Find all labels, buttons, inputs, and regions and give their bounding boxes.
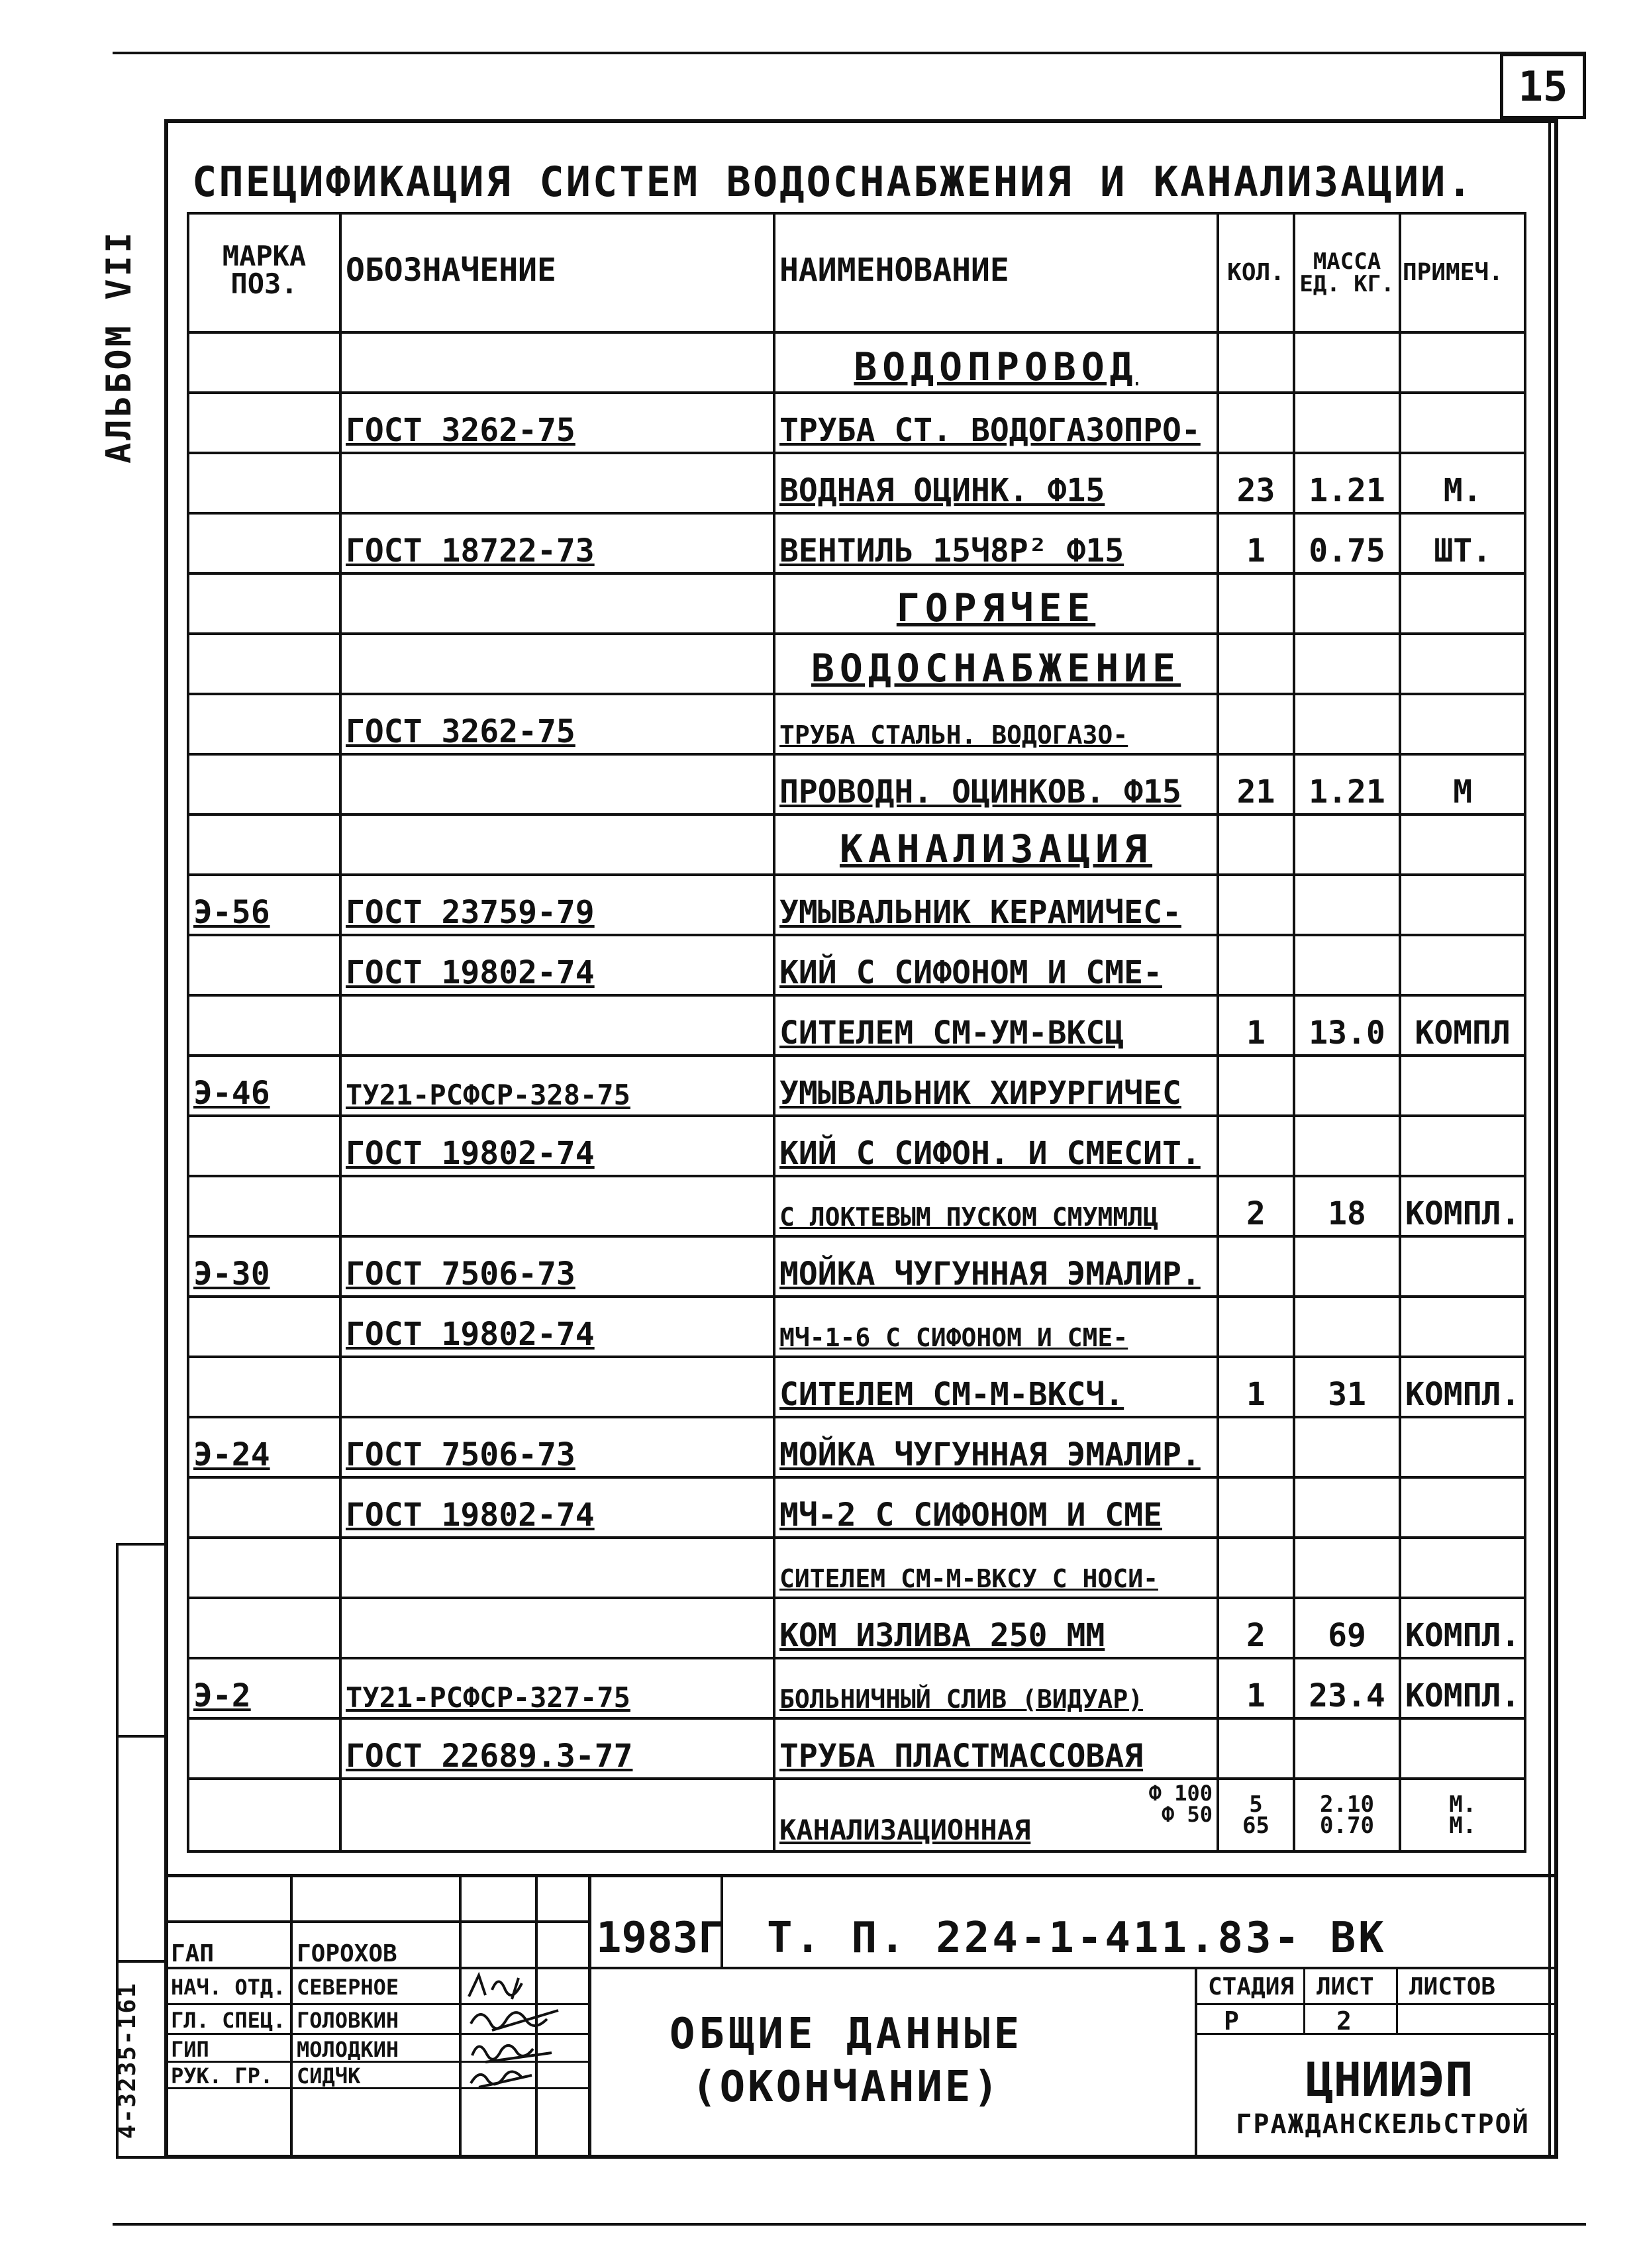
- spec-cell-designation: [340, 995, 774, 1056]
- tb-name-dept-head: СЕВЕРНОЕ: [297, 1975, 399, 2000]
- spec-cell-mass: [1294, 1718, 1400, 1779]
- spec-cell-designation: ГОСТ 22689.3-77: [340, 1718, 774, 1779]
- spec-cell-mark: [188, 1477, 340, 1538]
- spec-cell-note: [1400, 1477, 1525, 1538]
- spec-cell-qty: [1218, 1718, 1294, 1779]
- spec-cell-mass: [1294, 332, 1400, 393]
- spec-cell-name: МЧ-2 С СИФОНОМ И СМЕ: [774, 1477, 1218, 1538]
- signature-dept-head: [466, 1970, 545, 2002]
- spec-cell-note: [1400, 1718, 1525, 1779]
- tb-stage-line-1: [1195, 2003, 1558, 2005]
- spec-cell-mark: Э-56: [188, 875, 340, 935]
- spec-cell-designation: [340, 1538, 774, 1598]
- spec-cell-name: ВОДНАЯ ОЦИНК. Ф15: [774, 453, 1218, 513]
- spec-cell-designation: ГОСТ 23759-79: [340, 875, 774, 935]
- document-number-label: 4-3235-161: [114, 1982, 141, 2139]
- binding-strip-divider: [116, 1735, 164, 1738]
- tb-name-group-head: СИДЧК: [297, 2063, 361, 2089]
- spec-cell-designation: [340, 1598, 774, 1658]
- spec-cell-mark: [188, 1718, 340, 1779]
- spec-cell-name: УМЫВАЛЬНИК КЕРАМИЧЕС-: [774, 875, 1218, 935]
- spec-cell-mass: 69: [1294, 1598, 1400, 1658]
- spec-cell-mark: [188, 814, 340, 875]
- tb-project-code: Т. П. 224-1-411.83- ВК: [767, 1914, 1387, 1963]
- tb-role-gip: ГИП: [171, 2037, 209, 2062]
- spec-cell-note: [1400, 1779, 1525, 1851]
- spec-cell-designation: [340, 1176, 774, 1236]
- spec-cell-mark: [188, 1116, 340, 1176]
- spec-cell-note: [1400, 393, 1525, 453]
- spec-row: [188, 754, 1525, 814]
- spec-cell-mass: [1294, 1116, 1400, 1176]
- spec-cell-mass: [1294, 1779, 1400, 1851]
- spec-cell-qty: [1218, 1538, 1294, 1598]
- spec-cell-mark: [188, 393, 340, 453]
- spec-cell-note: [1400, 935, 1525, 995]
- spec-cell-note: М.: [1400, 453, 1525, 513]
- spec-cell-name: СИТЕЛЕМ СМ-УМ-ВКСЦ: [774, 995, 1218, 1056]
- spec-row: [188, 1056, 1525, 1116]
- spec-row: [188, 995, 1525, 1056]
- spec-cell-qty: [1218, 1297, 1294, 1357]
- spec-cell-note: [1400, 814, 1525, 875]
- spec-cell-name: КОМ ИЗЛИВА 250 ММ: [774, 1598, 1218, 1658]
- tb-sheet-header: ЛИСТ: [1317, 1973, 1374, 2000]
- signature-group-head: [466, 2061, 538, 2090]
- spec-cell-mass: [1294, 814, 1400, 875]
- spec-cell-mass: [1294, 1477, 1400, 1538]
- spec-cell-qty: [1218, 1417, 1294, 1477]
- spec-cell-designation: [340, 1357, 774, 1417]
- spec-cell-designation: ГОСТ 7506-73: [340, 1236, 774, 1297]
- spec-cell-note: [1400, 1116, 1525, 1176]
- spec-row: [188, 1176, 1525, 1236]
- spec-cell-mark: [188, 573, 340, 634]
- spec-cell-note: [1400, 875, 1525, 935]
- spec-cell-mark: [188, 1297, 340, 1357]
- spec-cell-mass: 18: [1294, 1176, 1400, 1236]
- spec-cell-qty: [1218, 1236, 1294, 1297]
- spec-cell-note: [1400, 694, 1525, 754]
- tb-role-dept-head: НАЧ. ОТД.: [171, 1975, 286, 2000]
- spec-cell-designation: ГОСТ 19802-74: [340, 1116, 774, 1176]
- spec-cell-mark: [188, 1357, 340, 1417]
- spec-cell-note: [1400, 634, 1525, 694]
- spec-cell-mark: [188, 935, 340, 995]
- spec-cell-designation: [340, 754, 774, 814]
- tb-name-gip: МОЛОДКИН: [297, 2037, 399, 2062]
- spec-cell-designation: [340, 453, 774, 513]
- last-qty-2: 65: [1242, 1812, 1270, 1839]
- tb-stage-header: СТАДИЯ: [1208, 1973, 1295, 2000]
- spec-cell-name: ВОДОСНАБЖЕНИЕ: [774, 634, 1218, 694]
- bottom-page-line: [113, 2223, 1586, 2226]
- spec-cell-note: ШТ.: [1400, 513, 1525, 573]
- tb-v-2: [459, 1874, 462, 2159]
- spec-cell-note: [1400, 1297, 1525, 1357]
- last-note-2: М.: [1449, 1812, 1477, 1839]
- spec-cell-qty: [1218, 1477, 1294, 1538]
- spec-cell-mark: [188, 332, 340, 393]
- spec-table: [187, 212, 1526, 1853]
- spec-row: [188, 935, 1525, 995]
- tb-v-7: [1303, 1967, 1305, 2033]
- spec-cell-qty: 1: [1218, 995, 1294, 1056]
- spec-cell-mark: Э-46: [188, 1056, 340, 1116]
- spec-cell-mark: Э-24: [188, 1417, 340, 1477]
- spec-cell-qty: [1218, 814, 1294, 875]
- header-qty: КОЛ.: [1218, 213, 1294, 332]
- spec-cell-name: ПРОВОДН. ОЦИНКОВ. Ф15: [774, 754, 1218, 814]
- spec-row: [188, 393, 1525, 453]
- spec-cell-name: ТРУБА ПЛАСТМАССОВАЯ: [774, 1718, 1218, 1779]
- spec-cell-name: БОЛЬНИЧНЫЙ СЛИВ (ВИДУАР): [774, 1658, 1218, 1718]
- tb-subject: ОБЩИЕ ДАННЫЕ: [669, 2010, 1024, 2059]
- spec-cell-mass: 1.21: [1294, 453, 1400, 513]
- spec-row: [188, 513, 1525, 573]
- spec-cell-mark: [188, 1598, 340, 1658]
- spec-cell-name: КИЙ С СИФОНОМ И СМЕ-: [774, 935, 1218, 995]
- tb-v-4: [588, 1874, 591, 2159]
- spec-cell-designation: [340, 332, 774, 393]
- spec-row: [188, 634, 1525, 694]
- last-qty-1: 5: [1249, 1791, 1263, 1818]
- spec-row: [188, 1538, 1525, 1598]
- spec-row: [188, 573, 1525, 634]
- spec-cell-name: МОЙКА ЧУГУННАЯ ЭМАЛИР.: [774, 1417, 1218, 1477]
- spec-cell-name: ТРУБА СТ. ВОДОГАЗОПРО-: [774, 393, 1218, 453]
- spec-cell-mark: [188, 453, 340, 513]
- album-label: АЛЬБОМ VII: [99, 229, 139, 464]
- title-block: [164, 1874, 1558, 2159]
- spec-cell-designation: [340, 814, 774, 875]
- last-name-text: КАНАЛИЗАЦИОННАЯ: [779, 1814, 1031, 1846]
- spec-cell-qty: [1218, 935, 1294, 995]
- spec-cell-qty: 2: [1218, 1176, 1294, 1236]
- header-mass: МАССА ЕД. КГ.: [1294, 213, 1400, 332]
- tb-v-8: [1396, 1967, 1398, 2033]
- header-note: ПРИМЕЧ.: [1400, 213, 1525, 332]
- spec-cell-designation: ГОСТ 3262-75: [340, 694, 774, 754]
- spec-cell-mark: [188, 995, 340, 1056]
- spec-cell-mass: [1294, 573, 1400, 634]
- spec-cell-mark: [188, 634, 340, 694]
- tb-subject-sub: (ОКОНЧАНИЕ): [691, 2063, 1001, 2112]
- spec-cell-designation: ГОСТ 19802-74: [340, 1297, 774, 1357]
- spec-cell-designation: [340, 634, 774, 694]
- spec-cell-qty: [1218, 393, 1294, 453]
- sheet-number-box: [1500, 53, 1586, 119]
- spec-cell-mark: Э-30: [188, 1236, 340, 1297]
- spec-cell-name: МЧ-1-6 С СИФОНОМ И СМЕ-: [774, 1297, 1218, 1357]
- spec-cell-mass: 23.4: [1294, 1658, 1400, 1718]
- spec-title: СПЕЦИФИКАЦИЯ СИСТЕМ ВОДОСНАБЖЕНИЯ И КАНАЛИЗАЦИИ.: [192, 158, 1474, 206]
- spec-cell-note: [1400, 1056, 1525, 1116]
- spec-row: [188, 875, 1525, 935]
- spec-body: [188, 332, 1525, 1851]
- tb-organization: ЦНИИЭП: [1305, 2053, 1473, 2107]
- tb-organization-sub: ГРАЖДАНСКЕЛЬСТРОЙ: [1236, 2109, 1530, 2140]
- spec-cell-name: УМЫВАЛЬНИК ХИРУРГИЧЕС: [774, 1056, 1218, 1116]
- spec-cell-qty: [1218, 634, 1294, 694]
- spec-cell-mass: 1.21: [1294, 754, 1400, 814]
- spec-cell-mass: [1294, 1538, 1400, 1598]
- spec-row: [188, 332, 1525, 393]
- spec-cell-mark: [188, 1176, 340, 1236]
- spec-cell-mass: [1294, 935, 1400, 995]
- spec-cell-designation: ТУ21-РСФСР-327-75: [340, 1658, 774, 1718]
- spec-cell-mass: [1294, 1417, 1400, 1477]
- spec-cell-qty: [1218, 694, 1294, 754]
- spec-cell-mark: [188, 754, 340, 814]
- spec-row: [188, 453, 1525, 513]
- spec-row: [188, 1718, 1525, 1779]
- spec-header-row: [188, 213, 1525, 332]
- spec-cell-designation: ГОСТ 18722-73: [340, 513, 774, 573]
- top-page-line: [113, 52, 1586, 54]
- spec-cell-mass: [1294, 1236, 1400, 1297]
- tb-name-chief-spec: ГОЛОВКИН: [297, 2008, 399, 2033]
- spec-cell-mass: [1294, 1297, 1400, 1357]
- spec-cell-name: [774, 1779, 1218, 1851]
- spec-row: [188, 694, 1525, 754]
- spec-cell-mark: [188, 1779, 340, 1851]
- spec-cell-note: [1400, 1417, 1525, 1477]
- header-designation: ОБОЗНАЧЕНИЕ: [340, 213, 774, 332]
- spec-row: [188, 1417, 1525, 1477]
- spec-cell-name: ГОРЯЧЕЕ: [774, 573, 1218, 634]
- spec-row: [188, 1297, 1525, 1357]
- spec-cell-mass: [1294, 1056, 1400, 1116]
- frame-right-double-line: [1548, 119, 1551, 2159]
- spec-cell-note: [1400, 332, 1525, 393]
- spec-cell-name: ВЕНТИЛЬ 15Ч8Р² Ф15: [774, 513, 1218, 573]
- last-mass-1: 2.10: [1320, 1791, 1374, 1818]
- spec-cell-qty: 1: [1218, 1658, 1294, 1718]
- spec-cell-mass: [1294, 634, 1400, 694]
- tb-sheets-header: ЛИСТОВ: [1409, 1973, 1496, 2000]
- spec-cell-qty: 1: [1218, 513, 1294, 573]
- spec-cell-designation: ГОСТ 3262-75: [340, 393, 774, 453]
- spec-cell-designation: [340, 573, 774, 634]
- spec-cell-note: [1400, 1236, 1525, 1297]
- spec-cell-name: КИЙ С СИФОН. И СМЕСИТ.: [774, 1116, 1218, 1176]
- last-diam-2: Ф 50: [1161, 1802, 1213, 1827]
- binding-strip-divider-2: [116, 1960, 164, 1963]
- spec-cell-mass: [1294, 875, 1400, 935]
- spec-row: [188, 1598, 1525, 1658]
- spec-cell-qty: [1218, 875, 1294, 935]
- spec-cell-qty: [1218, 1056, 1294, 1116]
- spec-row: [188, 1658, 1525, 1718]
- spec-cell-designation: [340, 1779, 774, 1851]
- spec-cell-note: КОМПЛ: [1400, 995, 1525, 1056]
- spec-cell-name: МОЙКА ЧУГУННАЯ ЭМАЛИР.: [774, 1236, 1218, 1297]
- spec-cell-note: КОМПЛ.: [1400, 1598, 1525, 1658]
- spec-row: [188, 1357, 1525, 1417]
- spec-cell-mass: 0.75: [1294, 513, 1400, 573]
- spec-cell-designation: ГОСТ 19802-74: [340, 935, 774, 995]
- spec-cell-name: ТРУБА СТАЛЬН. ВОДОГАЗО-: [774, 694, 1218, 754]
- header-name: НАИМЕНОВАНИЕ: [774, 213, 1218, 332]
- signature-chief-spec: [466, 2004, 565, 2036]
- spec-cell-qty: [1218, 1116, 1294, 1176]
- last-diam-1: Ф 100: [1148, 1781, 1213, 1806]
- last-note-1: М.: [1449, 1791, 1477, 1818]
- spec-cell-qty: [1218, 573, 1294, 634]
- spec-cell-name: КАНАЛИЗАЦИЯ: [774, 814, 1218, 875]
- spec-cell-name: С ЛОКТЕВЫМ ПУСКОМ СМУММЛЦ: [774, 1176, 1218, 1236]
- spec-cell-name: СИТЕЛЕМ СМ-М-ВКСЧ.: [774, 1357, 1218, 1417]
- spec-cell-designation: ГОСТ 19802-74: [340, 1477, 774, 1538]
- spec-cell-note: [1400, 1538, 1525, 1598]
- header-mark: МАРКА ПОЗ.: [188, 213, 340, 332]
- sheet-number: 15: [1518, 62, 1568, 111]
- spec-cell-note: М: [1400, 754, 1525, 814]
- tb-stage-value: Р: [1224, 2006, 1239, 2036]
- spec-cell-qty: [1218, 1779, 1294, 1851]
- spec-cell-note: КОМПЛ.: [1400, 1658, 1525, 1718]
- spec-cell-name: ВОДОПРОВОД: [774, 332, 1218, 393]
- spec-cell-designation: ТУ21-РСФСР-328-75: [340, 1056, 774, 1116]
- tb-v-1: [290, 1874, 293, 2159]
- spec-cell-mass: 13.0: [1294, 995, 1400, 1056]
- tb-stage-line-2: [1195, 2033, 1558, 2035]
- spec-cell-note: КОМПЛ.: [1400, 1176, 1525, 1236]
- spec-cell-qty: [1218, 332, 1294, 393]
- tb-role-group-head: РУК. ГР.: [171, 2063, 274, 2089]
- spec-cell-qty: 1: [1218, 1357, 1294, 1417]
- spec-cell-note: [1400, 573, 1525, 634]
- tb-year: 1983Г: [596, 1914, 724, 1963]
- tb-role-gap: ГАП: [171, 1940, 215, 1967]
- spec-row: [188, 814, 1525, 875]
- spec-cell-mark: [188, 694, 340, 754]
- spec-cell-mark: [188, 513, 340, 573]
- spec-cell-mass: [1294, 393, 1400, 453]
- tb-sheet-value: 2: [1336, 2006, 1352, 2036]
- spec-row-last: [188, 1779, 1525, 1851]
- spec-row: [188, 1236, 1525, 1297]
- spec-cell-mass: 31: [1294, 1357, 1400, 1417]
- spec-cell-qty: 2: [1218, 1598, 1294, 1658]
- tb-line-1: [164, 1920, 588, 1923]
- spec-row: [188, 1116, 1525, 1176]
- last-mass-2: 0.70: [1320, 1812, 1374, 1839]
- spec-cell-mark: [188, 1538, 340, 1598]
- spec-cell-mark: Э-2: [188, 1658, 340, 1718]
- tb-top-line: [164, 1874, 1558, 1877]
- spec-cell-designation: ГОСТ 7506-73: [340, 1417, 774, 1477]
- tb-name-gap: ГОРОХОВ: [297, 1940, 397, 1967]
- spec-cell-name: СИТЕЛЕМ СМ-М-ВКСУ С НОСИ-: [774, 1538, 1218, 1598]
- spec-cell-qty: 23: [1218, 453, 1294, 513]
- tb-role-chief-spec: ГЛ. СПЕЦ.: [171, 2008, 286, 2033]
- spec-cell-qty: 21: [1218, 754, 1294, 814]
- spec-row: [188, 1477, 1525, 1538]
- spec-cell-note: КОМПЛ.: [1400, 1357, 1525, 1417]
- spec-cell-mass: [1294, 694, 1400, 754]
